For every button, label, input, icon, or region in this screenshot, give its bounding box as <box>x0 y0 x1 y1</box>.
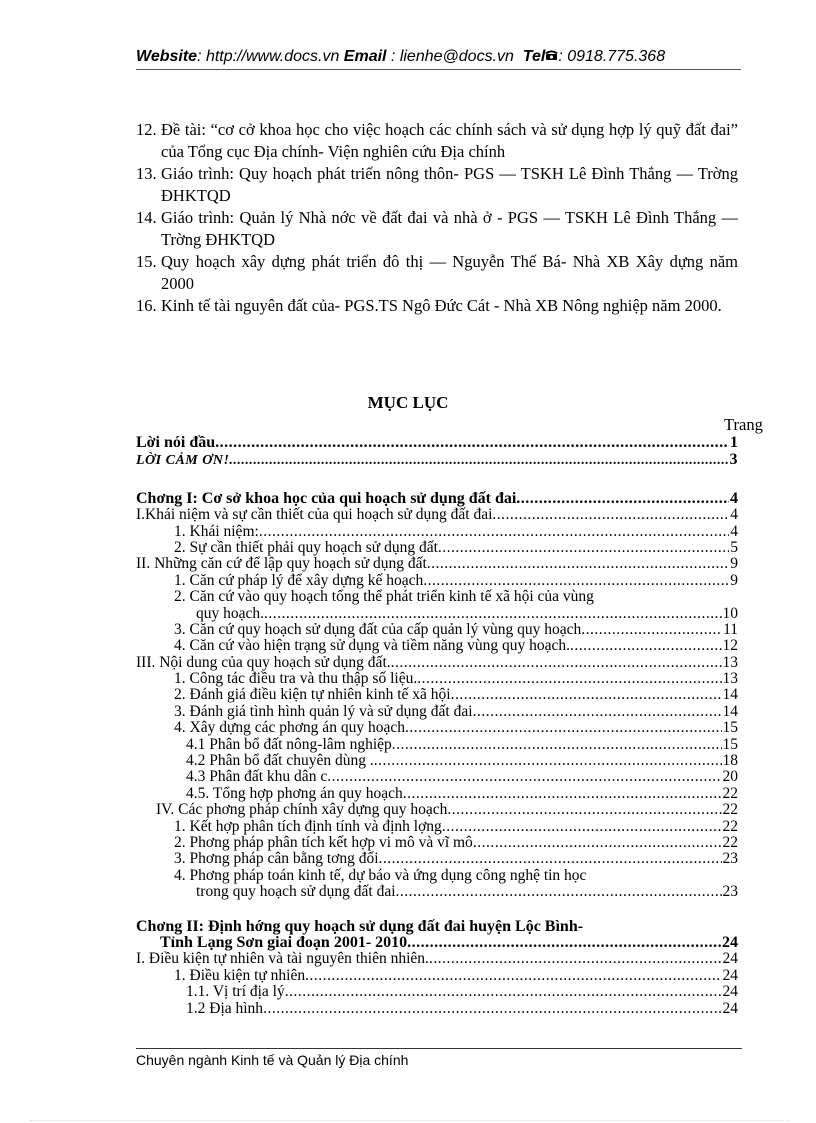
page-column-label: Trang <box>724 415 763 434</box>
toc-entry-text: 3. Căn cứ quy hoạch sử dụng đất của cấp quản lý vùng quy hoạch <box>174 620 582 638</box>
toc-entry[interactable] <box>136 737 738 753</box>
toc-entry-text: 1. Căn cứ pháp lý để xây dựng kế hoạch <box>174 571 424 589</box>
toc-entry-text: 4. Phơng pháp toán kinh tế, dự báo và ứng dụng công nghệ tin học <box>174 866 587 884</box>
page-header <box>136 48 741 66</box>
toc-entry[interactable] <box>136 556 738 572</box>
toc-entry-page: 9 <box>730 555 738 573</box>
phone-icon <box>545 48 558 65</box>
toc-entry[interactable] <box>136 802 738 818</box>
toc-entry-text: trong quy hoạch sử dụng đất đai <box>196 883 396 901</box>
tel-label: Tel <box>522 48 546 65</box>
toc-entry-loi-noi-dau[interactable]: Lời nói đầu ..... 1 <box>136 435 738 451</box>
toc-entry-text: II. Những căn cứ để lập quy hoạch sử dụng đất <box>136 555 427 573</box>
email-label: Email <box>343 48 387 65</box>
reference-item <box>136 163 738 207</box>
toc-entry-text: 1. Công tác điều tra và thu thập số liệu. <box>174 670 418 688</box>
reference-item <box>136 251 738 295</box>
toc-entry-text: 1.2 Địa hình <box>186 999 264 1017</box>
toc-entry-text: IV. Các phơng pháp chính xây dựng quy hoạch <box>156 801 448 819</box>
toc-entry[interactable] <box>136 753 738 769</box>
tel-value: : 0918.775.368 <box>558 48 666 65</box>
toc-entry[interactable] <box>136 835 738 851</box>
toc-entry-text: 4. Căn cứ vào hiện trạng sử dụng và tiềm năng vùng quy hoạch. <box>174 637 571 655</box>
toc-entry-page: 13 <box>722 670 738 688</box>
toc-entry[interactable] <box>136 1001 738 1017</box>
toc-entry-page: 22 <box>722 784 738 802</box>
toc-title: MỤC LỤC <box>367 393 449 412</box>
toc-entry-text: 1.1. Vị trí địa lý <box>186 983 285 1001</box>
toc-entry[interactable] <box>136 540 738 556</box>
toc-entry-text: 4.5. Tổng hợp phơng án quy hoạch <box>186 784 403 802</box>
toc-entry[interactable] <box>136 524 738 540</box>
header-rule <box>136 69 741 70</box>
toc-entry-text: I. Điều kiện tự nhiên và tài nguyên thiên nhiên. <box>136 950 429 968</box>
toc-entry-page: 11 <box>723 620 738 638</box>
toc-entry-text: 2. Đánh giá điều kiện tự nhiên kinh tế xã hội <box>174 686 451 704</box>
reference-number: 16. <box>136 296 157 315</box>
toc-entry-text: 4.1 Phân bổ đất nông-lâm nghiệp <box>186 735 392 753</box>
toc-entry-text: 3. Đánh giá tình hình quản lý và sử dụng đất đai <box>174 702 473 720</box>
toc-entry-page: 4 <box>730 522 738 540</box>
toc-entry-text: I.Khái niệm và sự cần thiết của qui hoạch sử dụng đất đai <box>136 506 493 524</box>
reference-item <box>136 119 738 163</box>
toc-entry[interactable] <box>136 638 738 654</box>
reference-text: Kinh tế tài nguyên đất của- PGS.TS Ngô Đức Cát - Nhà XB Nông nghiệp năm 2000. <box>161 296 722 315</box>
toc-entry-text: 2. Phơng pháp phân tích kết hợp vi mô và vĩ mô <box>174 833 473 851</box>
toc-entry-page: 23 <box>722 883 738 901</box>
toc-entry-text: 3. Phơng pháp cân bằng tơng đối <box>174 850 379 868</box>
toc-entry[interactable] <box>136 720 738 736</box>
toc-entry[interactable] <box>136 884 738 900</box>
reference-text: Quy hoạch xây dựng phát triển đô thị — Nguyễn Thế Bá- Nhà XB Xây dựng năm 2000 <box>161 252 738 293</box>
toc-entry-text: 4.3 Phân đất khu dân c <box>186 768 328 786</box>
reference-item <box>136 295 738 317</box>
toc-entry-text: 1. Điều kiện tự nhiên <box>174 966 306 984</box>
toc-entry-page: 24 <box>722 999 738 1017</box>
toc-entry[interactable] <box>136 606 738 622</box>
toc-entry[interactable] <box>136 984 738 1000</box>
toc-entry-text: 1. Khái niệm: <box>174 522 259 540</box>
reference-text: Giáo trình: Quản lý Nhà nớc về đất đai và nhà ở - PGS — TSKH Lê Đình Thắng — Trờng ĐHKTQD <box>161 208 738 249</box>
toc-entry-text: III. Nội dung của quy hoạch sử dụng đất. <box>136 653 391 671</box>
toc-entry-page: 24 <box>722 966 738 984</box>
toc-entry-text: 4.2 Phân bổ đất chuyên dùng . <box>186 752 374 770</box>
reference-number: 13. <box>136 164 157 183</box>
toc-entry-page: 24 <box>722 950 738 968</box>
page-footer: Chuyên ngành Kinh tế và Quản lý Địa chính <box>136 1052 409 1068</box>
toc-entry-page: 14 <box>722 702 738 720</box>
toc-entry[interactable] <box>136 951 738 967</box>
toc-entry-text: 4. Xây dựng các phơng án quy hoạch <box>174 719 405 737</box>
toc-entry-page: 9 <box>730 571 738 589</box>
toc-entry[interactable] <box>136 968 738 984</box>
toc-entry-text: 2. Sự cần thiết phải quy hoạch sử dụng đất <box>174 538 438 556</box>
page-bottom-border <box>30 1120 790 1121</box>
toc-entry-page: 15 <box>722 719 738 737</box>
toc-entry-page: 22 <box>722 833 738 851</box>
website-label: Website <box>136 48 198 65</box>
reference-number: 12. <box>136 120 157 139</box>
toc-entry[interactable] <box>136 671 738 687</box>
toc-entry-text: quy hoạch. <box>196 604 265 622</box>
toc-entry-chapter-2-line1[interactable]: Chơng II: Định hớng quy hoạch sử dụng đất đai huyện Lộc Bình- <box>136 917 584 935</box>
table-of-contents <box>136 435 738 1017</box>
toc-entry[interactable] <box>136 769 738 785</box>
toc-entry[interactable] <box>136 868 738 884</box>
toc-entry-page: 22 <box>722 817 738 835</box>
toc-entry[interactable] <box>136 704 738 720</box>
toc-entry[interactable] <box>136 589 738 605</box>
toc-entry[interactable] <box>136 819 738 835</box>
toc-entry-page: 24 <box>722 983 738 1001</box>
reference-number: 14. <box>136 208 157 227</box>
toc-entry-page: 14 <box>722 686 738 704</box>
toc-entry-chapter-1[interactable]: Chơng I: Cơ sở khoa học của qui hoạch sử dụng đất đai ..... 4 <box>136 491 738 507</box>
toc-entry[interactable] <box>136 655 738 671</box>
toc-entry-chapter-2-line2[interactable]: Tỉnh Lạng Sơn giai đoạn 2001- 2010 ..... 24 <box>136 935 738 951</box>
toc-entry-page: 22 <box>722 801 738 819</box>
reference-list <box>136 119 738 317</box>
reference-number: 15. <box>136 252 157 271</box>
toc-entry-text: 2. Căn cứ vào quy hoạch tổng thể phát triển kinh tế xã hội của vùng <box>174 588 594 606</box>
toc-entry-loi-cam-on[interactable]: LỜI CẢM ƠN! ..... 3 <box>136 452 738 468</box>
toc-entry[interactable] <box>136 573 738 589</box>
toc-entry-page: 13 <box>722 653 738 671</box>
toc-entry-page: 18 <box>722 752 738 770</box>
toc-entry[interactable] <box>136 687 738 703</box>
toc-entry-page: 20 <box>722 768 738 786</box>
toc-entry[interactable] <box>136 851 738 867</box>
toc-entry-page: 15 <box>722 735 738 753</box>
website-value: : http://www.docs.vn <box>197 48 340 65</box>
toc-entry[interactable] <box>136 786 738 802</box>
reference-text: Giáo trình: Quy hoạch phát triển nông thôn- PGS — TSKH Lê Đình Thắng — Trờng ĐHKTQD <box>161 164 738 205</box>
toc-entry-text: 1. Kết hợp phân tích định tính và định lợng <box>174 817 442 835</box>
toc-entry-page: 12 <box>722 637 738 655</box>
toc-entry-page: 23 <box>722 850 738 868</box>
footer-rule <box>136 1048 742 1049</box>
email-value: : lienhe@docs.vn <box>386 48 514 65</box>
toc-entry[interactable] <box>136 622 738 638</box>
reference-item <box>136 207 738 251</box>
toc-entry[interactable] <box>136 507 738 523</box>
toc-entry-page: 10 <box>722 604 738 622</box>
toc-entry-page: 5 <box>730 538 738 556</box>
reference-text: Đề tài: “cơ cở khoa học cho việc hoạch các chính sách và sử dụng hợp lý quỹ đất đai” của Tổng cục Địa chính- Viện nghiên cứu Địa chính <box>161 120 738 161</box>
toc-entry-page: 4 <box>730 506 738 524</box>
